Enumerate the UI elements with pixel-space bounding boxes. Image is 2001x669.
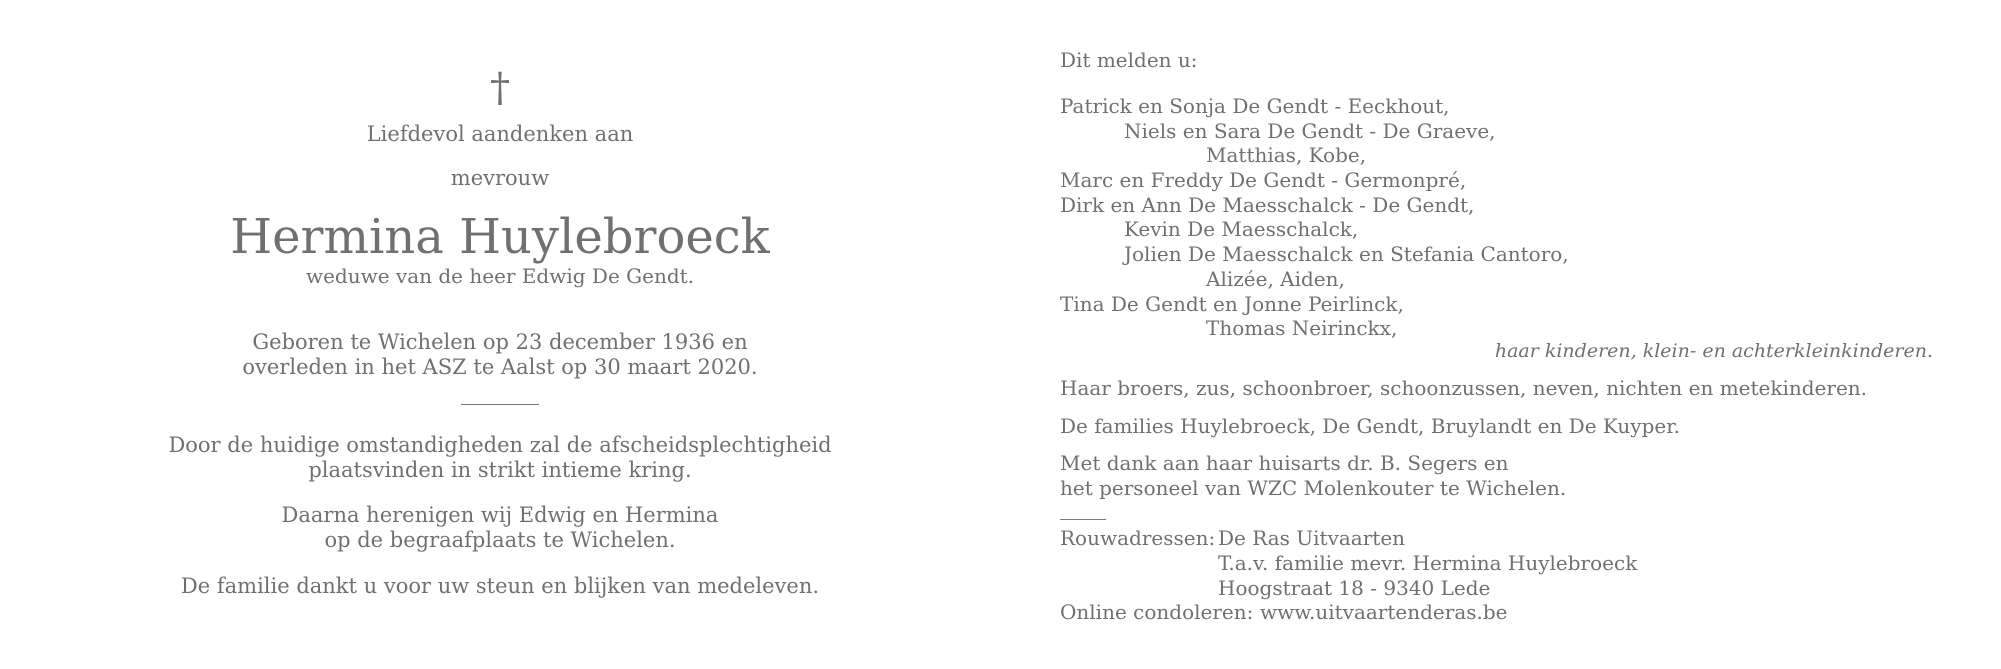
family-line: Thomas Neirinckx,	[1206, 316, 1398, 340]
deceased-name: Hermina Huylebroeck	[230, 209, 770, 265]
thanks-text: De familie dankt u voor uw steun en blijken van medeleven.	[180, 574, 820, 598]
family-line: Matthias, Kobe,	[1206, 143, 1367, 167]
family-line: Niels en Sara De Gendt - De Graeve,	[1124, 119, 1496, 143]
family-line: Jolien De Maesschalck en Stefania Cantoro,	[1124, 242, 1569, 266]
announce-text: Dit melden u:	[1060, 48, 1198, 72]
family-line: Tina De Gendt en Jonne Peirlinck,	[1060, 292, 1404, 316]
divider	[1060, 519, 1106, 520]
family-line: Kevin De Maesschalck,	[1124, 217, 1359, 241]
family-line: Marc en Freddy De Gendt - Germonpré,	[1060, 168, 1467, 192]
cross-icon: †	[490, 65, 510, 111]
address-line-3: Hoogstraat 18 - 9340 Lede	[1218, 576, 1491, 600]
online-link[interactable]: www.uitvaartenderas.be	[1260, 600, 1508, 624]
family-line: Dirk en Ann De Maesschalck - De Gendt,	[1060, 193, 1475, 217]
address-label: Rouwadressen:	[1060, 526, 1216, 550]
died-text: overleden in het ASZ te Aalst op 30 maart 2020.	[242, 355, 758, 379]
address-line-2: T.a.v. familie mevr. Hermina Huylebroeck	[1218, 551, 1638, 575]
family-line: Alizée, Aiden,	[1206, 267, 1345, 291]
reunite-line-1: Daarna herenigen wij Edwig en Hermina	[281, 503, 719, 527]
address-line-1: De Ras Uitvaarten	[1218, 526, 1406, 550]
reunite-line-2: op de begraafplaats te Wichelen.	[324, 528, 676, 552]
ceremony-line-2: plaatsvinden in strikt intieme kring.	[308, 458, 692, 482]
intro-text: Liefdevol aandenken aan	[366, 122, 634, 146]
thanks-line-1: Met dank aan haar huisarts dr. B. Segers en	[1060, 451, 1509, 475]
widow-text: weduwe van de heer Edwig De Gendt.	[305, 264, 695, 288]
families-text: De families Huylebroeck, De Gendt, Bruylandt en De Kuyper.	[1060, 414, 1680, 438]
ceremony-line-1: Door de huidige omstandigheden zal de afscheidsplechtigheid	[168, 433, 832, 457]
title-text: mevrouw	[450, 166, 550, 190]
born-text: Geboren te Wichelen op 23 december 1936 en	[252, 330, 748, 354]
thanks-line-2: het personeel van WZC Molenkouter te Wichelen.	[1060, 476, 1567, 500]
left-panel	[0, 0, 1000, 669]
divider	[461, 404, 539, 405]
relation-text: haar kinderen, klein- en achterkleinkinderen.	[1494, 340, 1933, 362]
family-line: Patrick en Sonja De Gendt - Eeckhout,	[1060, 94, 1450, 118]
online-label: Online condoleren:	[1060, 600, 1254, 624]
siblings-text: Haar broers, zus, schoonbroer, schoonzussen, neven, nichten en metekinderen.	[1060, 376, 1868, 400]
